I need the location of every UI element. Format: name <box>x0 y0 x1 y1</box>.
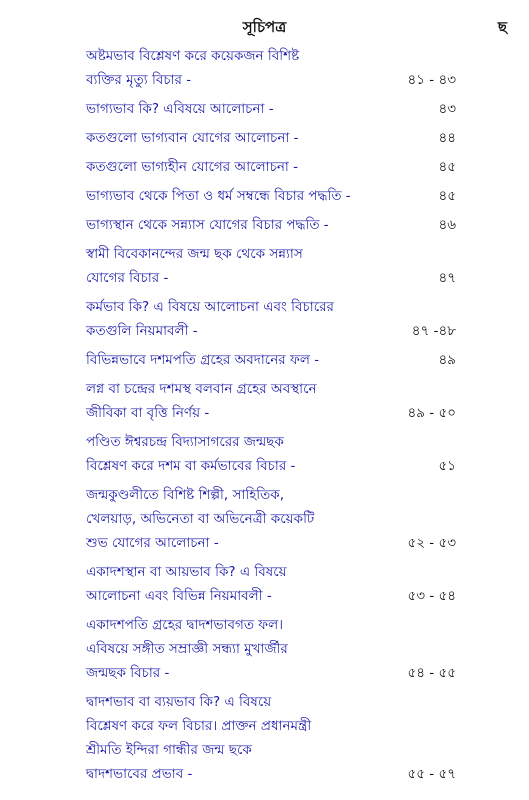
entry-page-range: ৫৩ - ৫৪ <box>407 588 456 604</box>
entry-title-line: ভাগ্যস্থান থেকে সন্ন্যাস যোগের বিচার পদ্ধতি - <box>86 217 329 233</box>
entry-title-line: জন্মছক বিচার - <box>86 665 170 681</box>
entry-title-line: শুভ যোগের আলোচনা - <box>86 535 219 551</box>
entry-title-line: লগ্ন বা চন্দ্রের দশমস্থ বলবান গ্রহের অবস্থানে <box>86 381 317 397</box>
entry-title-line: বিশ্লেষণ করে দশম বা কর্মভাবের বিচার - <box>86 458 296 474</box>
entry-title-line: জীবিকা বা বৃত্তি নির্ণয় - <box>86 405 210 421</box>
toc-entry <box>86 483 456 555</box>
toc-entry <box>86 560 456 608</box>
entry-page-range: ৪৫ <box>438 159 456 175</box>
entry-title-line: জন্মকুণ্ডলীতে বিশিষ্ট শিল্পী, সাহিতিক, <box>86 487 285 503</box>
entry-page-range: ৪৭ -৪৮ <box>411 323 456 339</box>
toc-entry <box>86 126 456 150</box>
entry-title-line: বিশ্লেষণ করে ফল বিচার। প্রাক্তন প্রধানমন্ত্রী <box>86 718 312 734</box>
entry-title-line: কতগুলো ভাগ্যবান যোগের আলোচনা - <box>86 130 299 146</box>
toc-entry <box>86 97 456 121</box>
entry-page-range: ৪৬ <box>438 217 456 233</box>
toc-entry <box>86 690 456 786</box>
entry-title-line: এবিষয়ে সঙ্গীত সম্রাজ্ঞী সন্ধ্যা মুখার্জীর <box>86 641 288 657</box>
page-marker: ছ <box>497 18 507 36</box>
entry-page-range: ৪১ - ৪৩ <box>407 72 456 88</box>
entry-title-line: কতগুলি নিয়মাবলী - <box>86 323 198 339</box>
page-header <box>0 14 529 40</box>
toc-entry <box>86 377 456 425</box>
toc-entry <box>86 613 456 685</box>
entry-page-range: ৫৫ - ৫৭ <box>407 766 456 782</box>
entry-page-range: ৪৯ <box>438 352 456 368</box>
entry-title-line: শ্রীমতি ইন্দিরা গান্ধীর জন্ম ছকে <box>86 742 252 758</box>
entry-page-range: ৫৪ - ৫৫ <box>407 665 456 681</box>
entry-title-line: দ্বাদশভাবের প্রভাব - <box>86 766 193 782</box>
page-title: সূচিপত্র <box>242 18 287 36</box>
entry-page-range: ৫২ - ৫৩ <box>407 535 456 551</box>
toc-entry <box>86 213 456 237</box>
entry-title-line: খেলয়াড়, অভিনেতা বা অভিনেত্রী কয়েকটি <box>86 511 315 527</box>
entry-page-range: ৫১ <box>438 458 456 474</box>
entry-title-line: ব্যক্তির মৃত্যু বিচার - <box>86 72 192 88</box>
entry-title-line: একাদশস্থান বা আয়ভাব কি? এ বিষয়ে <box>86 564 287 580</box>
toc-entry <box>86 155 456 179</box>
entry-page-range: ৪৪ <box>438 130 456 146</box>
entry-title-line: একাদশপতি গ্রহের দ্বাদশভাবগত ফল। <box>86 617 284 633</box>
toc-entry <box>86 44 456 92</box>
entry-page-range: ৪৫ <box>438 188 456 204</box>
entry-title-line: যোগের বিচার - <box>86 270 169 286</box>
toc-entry <box>86 242 456 290</box>
entry-title-line: স্বামী বিবেকানন্দের জন্ম ছক থেকে সন্ন্যাস <box>86 246 303 262</box>
entry-title-line: আলোচনা এবং বিভিন্ন নিয়মাবলী - <box>86 588 272 604</box>
toc-entry <box>86 430 456 478</box>
entry-title-line: অষ্টমভাব বিশ্লেষণ করে কয়েকজন বিশিষ্ট <box>86 48 300 64</box>
toc-entry <box>86 295 456 343</box>
entry-title-line: কতগুলো ভাগ্যহীন যোগের আলোচনা - <box>86 159 299 175</box>
entry-title-line: পণ্ডিত ঈশ্বরচন্দ্র বিদ্যাসাগরের জন্মছক <box>86 434 284 450</box>
toc-entry <box>86 348 456 372</box>
toc-entry <box>86 184 456 208</box>
entry-title-line: কর্মভাব কি? এ বিষয়ে আলোচনা এবং বিচারের <box>86 299 334 315</box>
table-of-contents <box>86 44 456 791</box>
entry-title-line: ভাগ্যভাব থেকে পিতা ও ধর্ম সম্বন্ধে বিচার পদ্ধতি - <box>86 188 351 204</box>
entry-page-range: ৪৩ <box>438 101 456 117</box>
entry-page-range: ৪৯ - ৫০ <box>407 405 456 421</box>
entry-title-line: দ্বাদশভাব বা ব্যয়ভাব কি? এ বিষয়ে <box>86 694 272 710</box>
entry-title-line: বিভিন্নভাবে দশমপতি গ্রহের অবদানের ফল - <box>86 352 320 368</box>
entry-page-range: ৪৭ <box>438 270 456 286</box>
entry-title-line: ভাগ্যভাব কি? এবিষয়ে আলোচনা - <box>86 101 274 117</box>
